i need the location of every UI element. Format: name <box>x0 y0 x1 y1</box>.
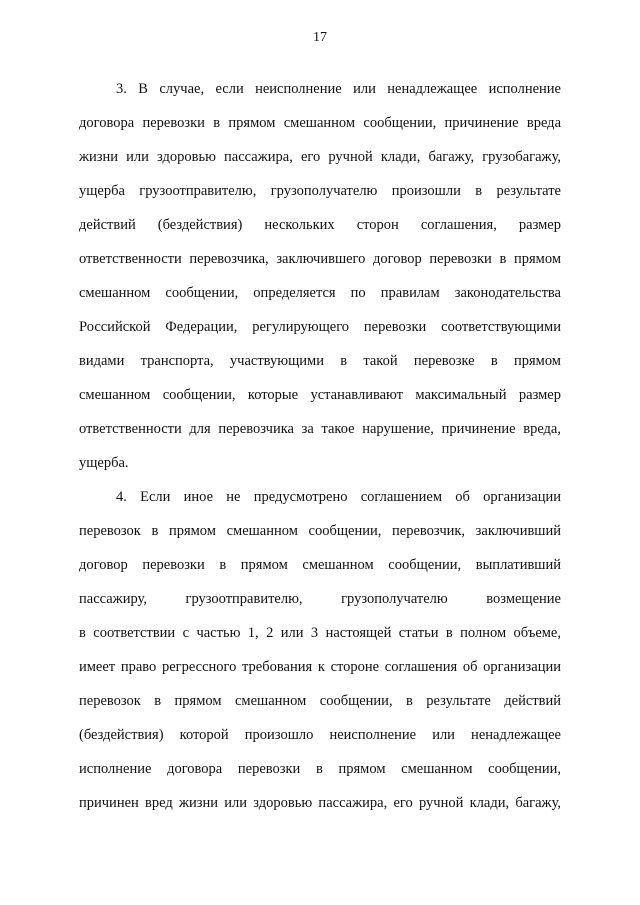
text-line: жизни или здоровью пассажира, его ручной клади, багажу, грузобагажу, <box>79 149 561 165</box>
page-number: 17 <box>313 30 327 45</box>
text-line: ответственности перевозчика, заключившего договор перевозки в прямом <box>79 251 561 267</box>
text-line: действий (бездействия) нескольких сторон соглашения, размер <box>79 217 561 233</box>
text-line: договора перевозки в прямом смешанном сообщении, причинение вреда <box>79 115 561 131</box>
text-line: перевозок в прямом смешанном сообщении, в результате действий <box>79 693 561 709</box>
text-line: договор перевозки в прямом смешанном сообщении, выплативший <box>79 557 561 573</box>
text-line: 3. В случае, если неисполнение или ненадлежащее исполнение <box>116 81 561 97</box>
text-line: ущерба. <box>79 455 129 471</box>
text-line: ущерба грузоотправителю, грузополучателю произошли в результате <box>79 183 561 199</box>
text-line: ответственности для перевозчика за такое нарушение, причинение вреда, <box>79 421 561 437</box>
text-line: (бездействия) которой произошло неисполнение или ненадлежащее <box>79 727 561 743</box>
text-line: пассажиру, грузоотправителю, грузополучателю возмещение <box>79 591 561 607</box>
text-line: видами транспорта, участвующими в такой перевозке в прямом <box>79 353 561 369</box>
text-line: имеет право регрессного требования к стороне соглашения об организации <box>79 659 561 675</box>
text-line: в соответствии с частью 1, 2 или 3 настоящей статьи в полном объеме, <box>79 625 561 641</box>
text-line: исполнение договора перевозки в прямом смешанном сообщении, <box>79 761 561 777</box>
text-line: Российской Федерации, регулирующего перевозки соответствующими <box>79 319 561 335</box>
text-line: смешанном сообщении, которые устанавливают максимальный размер <box>79 387 561 403</box>
text-line: 4. Если иное не предусмотрено соглашением об организации <box>116 489 561 505</box>
text-line: перевозок в прямом смешанном сообщении, перевозчик, заключивший <box>79 523 561 539</box>
text-line: причинен вред жизни или здоровью пассажира, его ручной клади, багажу, <box>79 795 561 811</box>
text-line: смешанном сообщении, определяется по правилам законодательства <box>79 285 561 301</box>
